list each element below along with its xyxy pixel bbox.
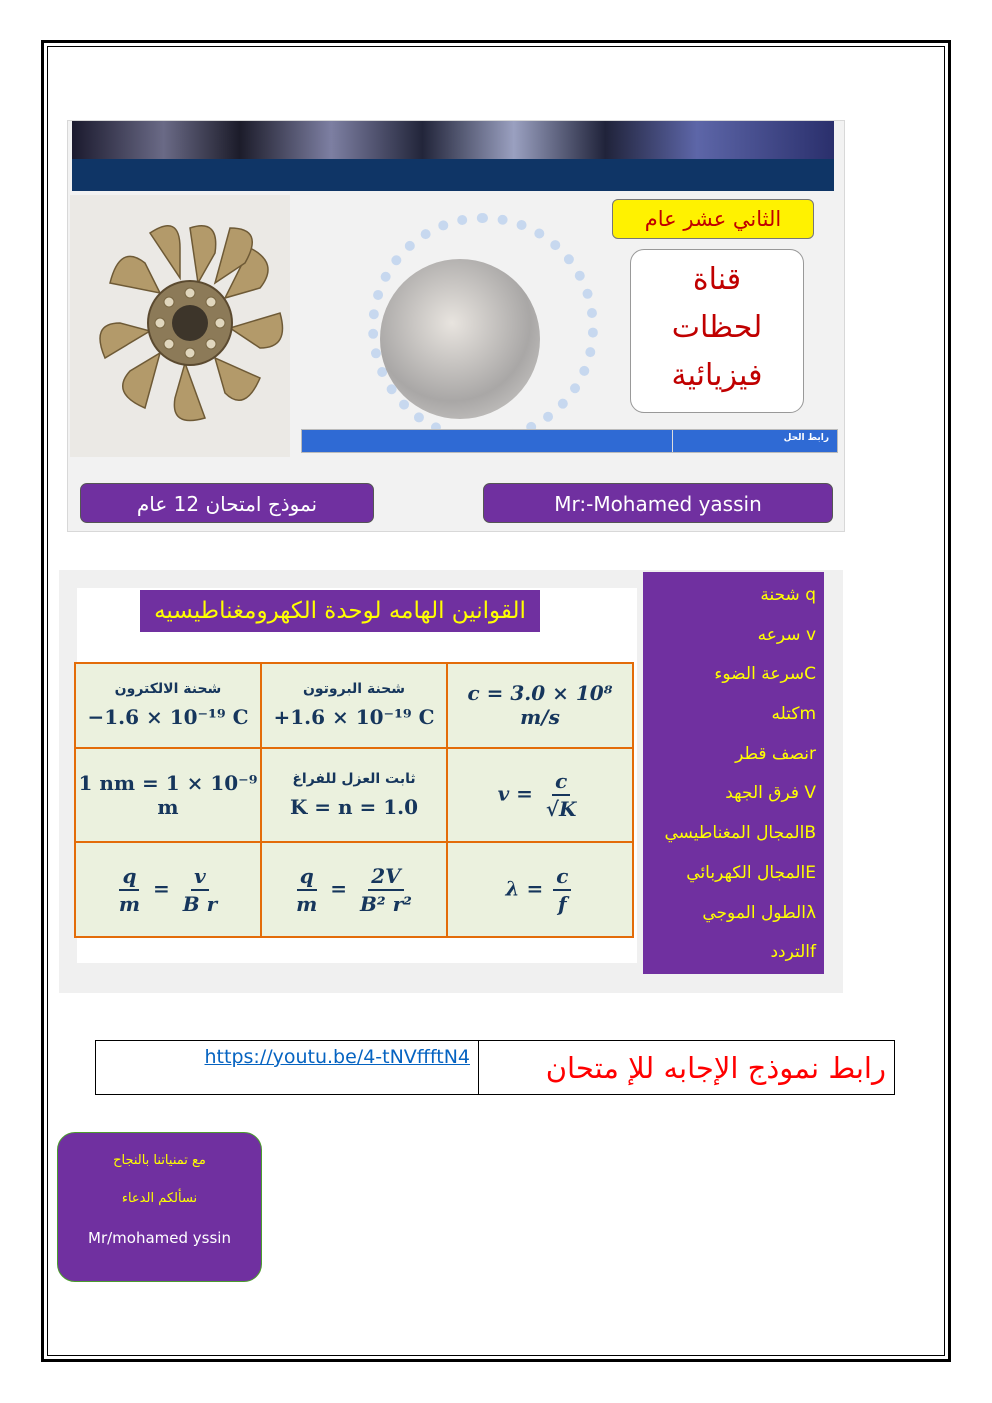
table-row [75,748,633,843]
legend-item: Eالمجال الكهربائي [686,862,816,883]
table-row [75,663,633,748]
answer-link-label: رابط نموذج الإجابه للإ متحان [479,1041,895,1095]
symbols-legend [643,572,824,974]
equals-sign: = [153,876,170,901]
teacher-name-label: Mr:-Mohamed yassin [483,483,833,523]
answer-link-table [95,1040,895,1095]
numerator: c [552,768,570,796]
numerator: 2V [368,863,403,891]
legend-item: fالتردد [770,942,816,963]
fraction [357,863,415,917]
fraction [553,863,571,917]
closing-wish: مع تمنياتنا بالنجاح [113,1153,206,1168]
formula-text: +1.6 × 10⁻¹⁹ C [273,705,435,730]
fraction [543,768,580,822]
youtube-link[interactable]: https://youtu.be/4-tNVffftN4 [96,1041,479,1095]
formula-cell [75,663,261,748]
formula-cell [75,748,261,843]
channel-logo-photo [380,259,540,419]
legend-item: Cسرعة الضوء [714,664,816,685]
formula-cell [261,842,447,937]
denominator: √K [545,796,577,821]
formulas-table [74,662,634,938]
formula-cell [447,663,633,748]
formula-cell [447,748,633,843]
fraction [116,863,143,917]
numerator: v [191,863,209,891]
closing-signature: Mr/mohamed yssin [88,1229,231,1247]
legend-item: v سرعه [757,624,816,645]
banner-header-image [72,121,834,159]
formula-label: شحنة الالكترون [114,681,222,698]
formula-lhs: v = [497,781,533,806]
closing-prayer: نسألكم الدعاء [121,1191,198,1206]
channel-name-line: فيزيائية [671,358,763,393]
legend-item: Bالمجال المغناطيسي [664,823,816,844]
numerator: c [553,863,571,891]
banner-navy-strip [72,159,834,191]
denominator: B r [182,891,218,916]
formula-cell [261,663,447,748]
channel-name-line: لحظات [671,310,763,345]
denominator: m [296,891,318,916]
legend-item: q شحنة [760,585,816,605]
formula-text: c = 3.0 × 10⁸ m/s [467,681,613,730]
denominator: f [558,891,567,916]
channel-name-line: قناة [692,262,742,297]
solution-link[interactable]: رابط الحل [783,433,829,443]
formulas-title: القوانين الهامه لوحدة الكهرومغناطيسيه [140,590,540,632]
formula-text: K = n = 1.0 [289,794,419,819]
exam-model-label: نموذج امتحان 12 عام [80,483,374,523]
grade-label: الثاني عشر عام [612,199,814,239]
formula-label: شحنة البروتون [302,681,406,698]
formula-cell [261,748,447,843]
legend-item: λالطول الموجي [702,902,816,923]
legend-item: V فرق الجهد [725,783,816,804]
formula-cell [75,842,261,937]
formula-cell [447,842,633,937]
turbine-image [70,195,290,457]
denominator: B² r² [359,891,412,916]
denominator: m [118,891,141,916]
formula-label: ثابت العزل للفراغ [292,770,416,787]
formula-lhs: λ = [505,876,544,901]
numerator: q [297,863,317,891]
channel-name-box [630,249,804,413]
bar-divider [672,430,673,452]
legend-item: rنصف قطر [735,743,816,764]
formula-text: 1 nm = 1 × 10⁻⁹ m [78,770,258,819]
solution-link-bar[interactable] [301,429,838,453]
closing-box [57,1132,262,1282]
numerator: q [119,863,139,891]
table-row [75,842,633,937]
fraction [293,863,320,917]
equals-sign: = [330,876,347,901]
channel-banner [67,120,845,532]
table-row [96,1041,895,1095]
legend-item: mكتله [771,704,816,725]
formula-text: −1.6 × 10⁻¹⁹ C [87,705,249,730]
fraction [180,863,220,917]
